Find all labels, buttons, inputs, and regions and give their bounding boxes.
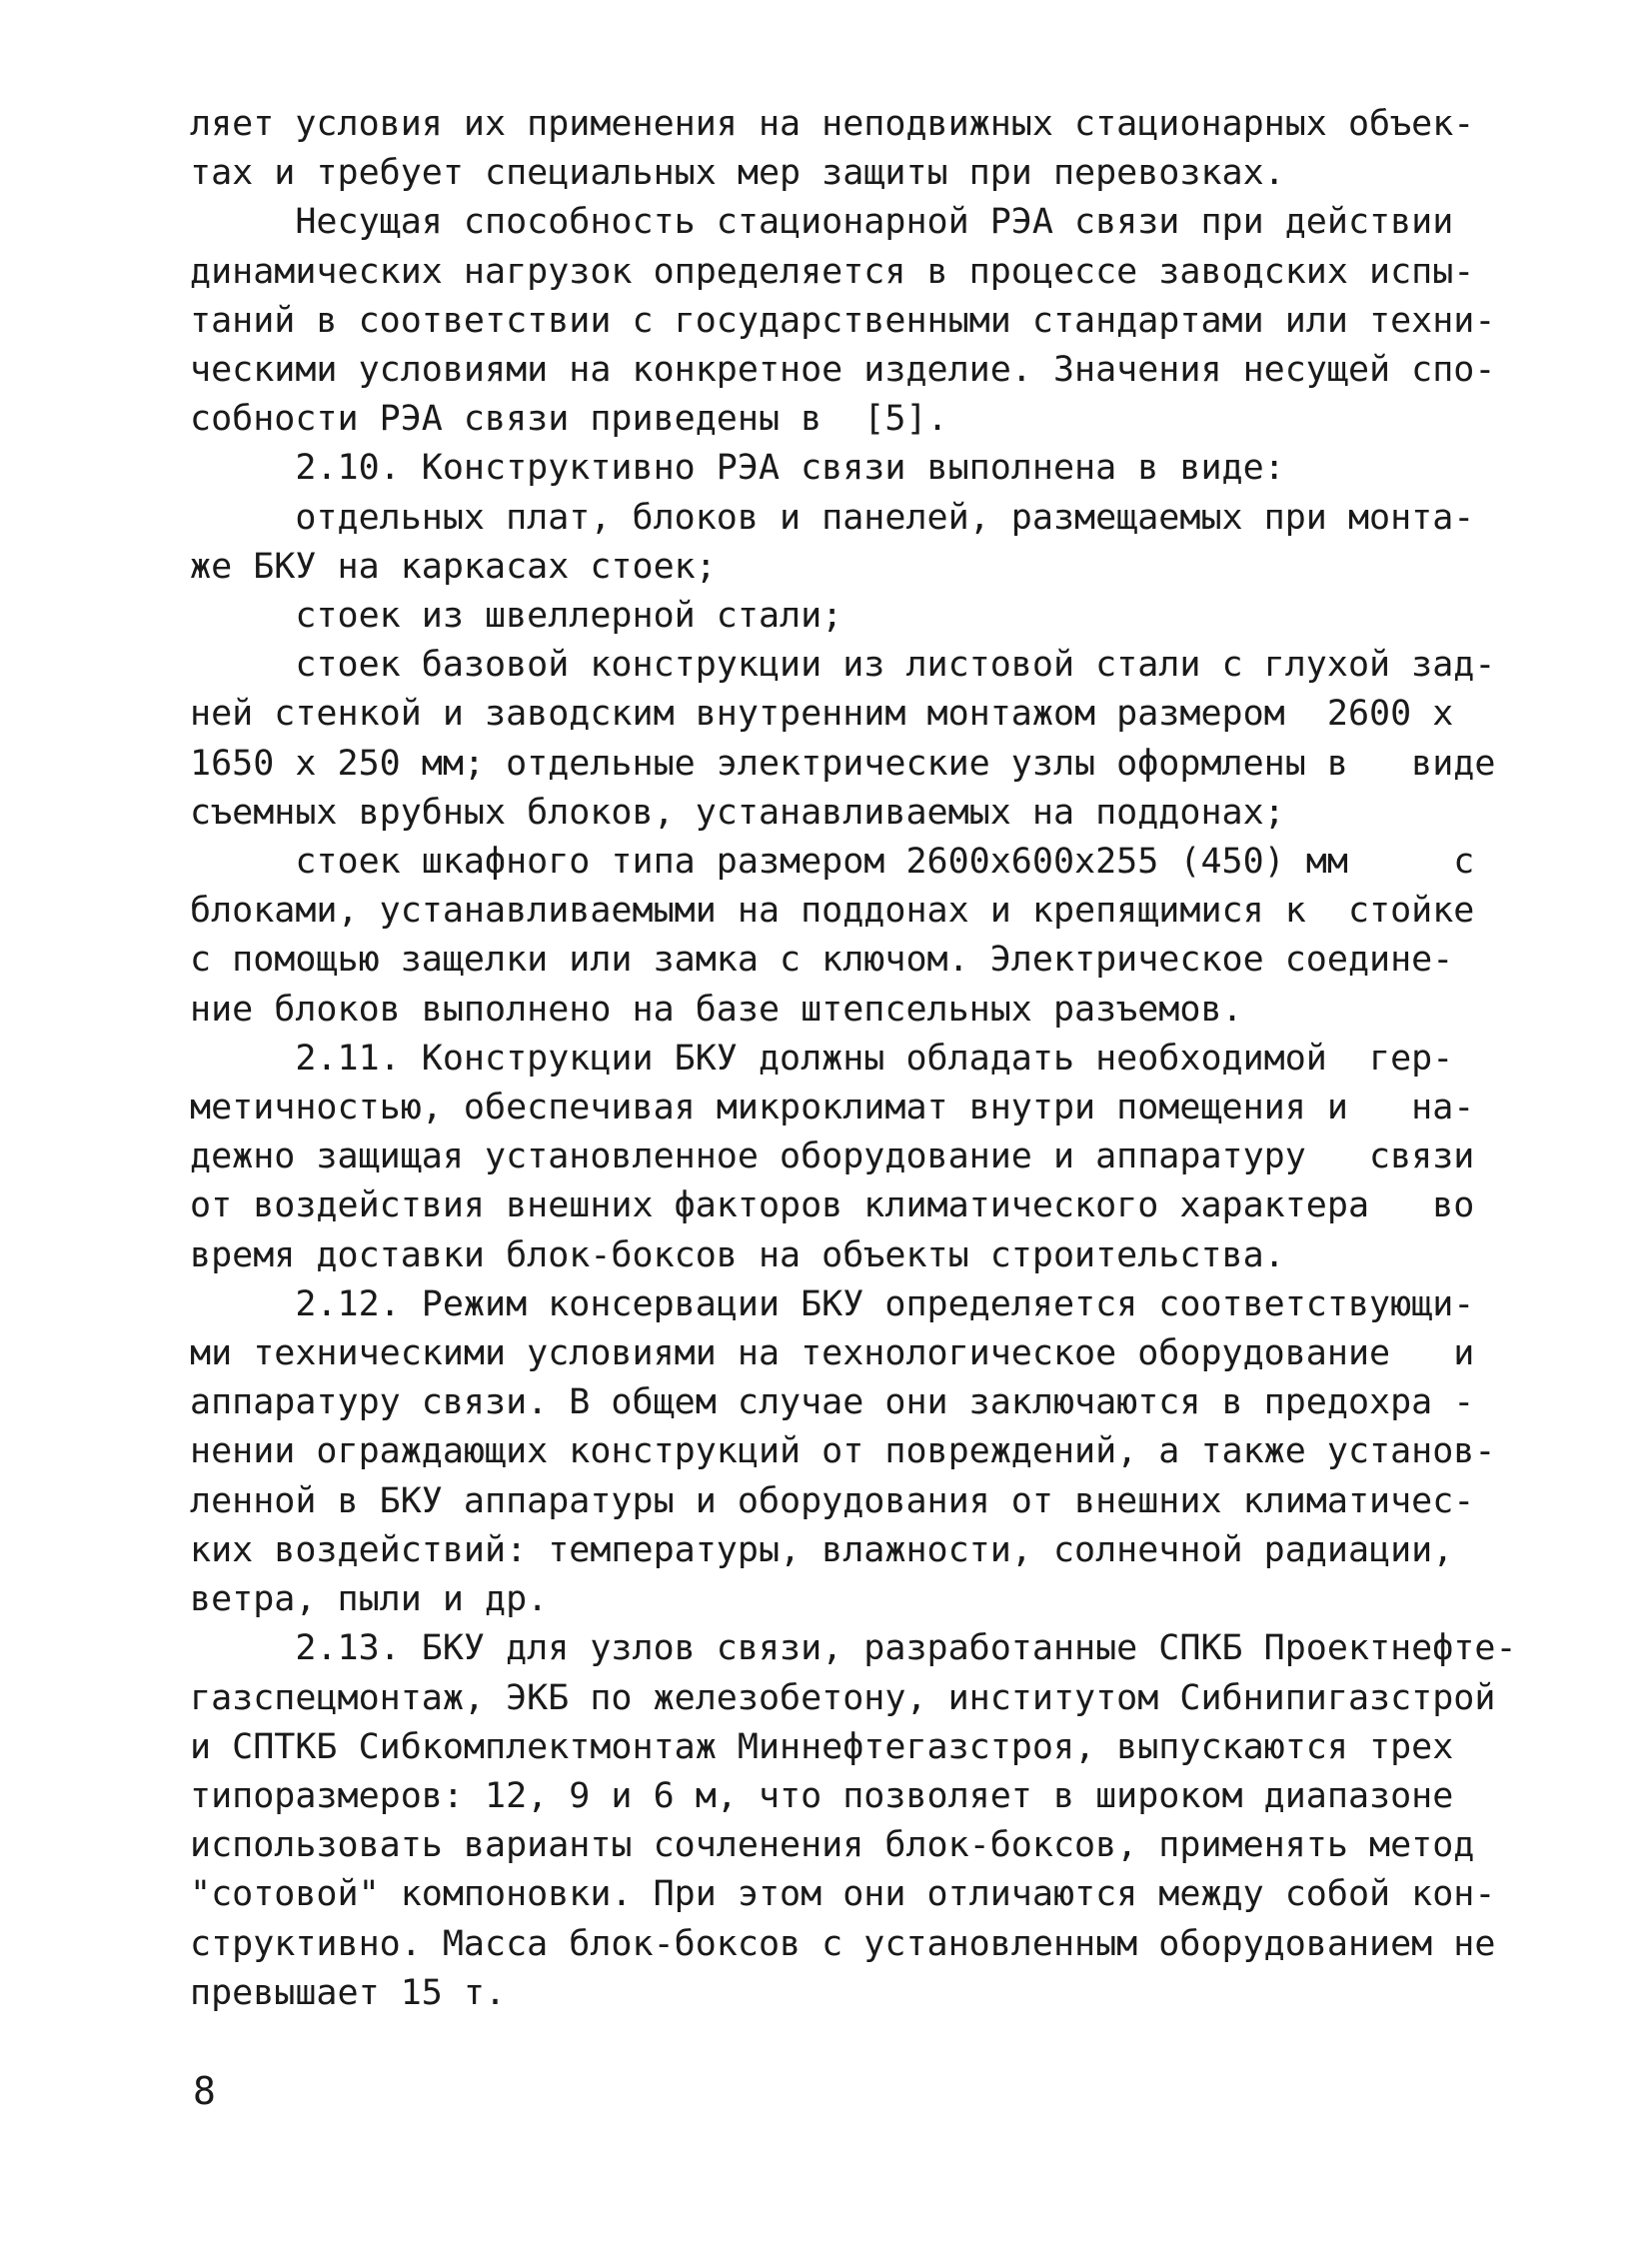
text-line: блоками, устанавливаемыми на поддонах и крепящимися к стойке — [190, 891, 1475, 932]
text-line: ние блоков выполнено на базе штепсельных разъемов. — [190, 989, 1243, 1030]
text-line: таний в соответствии с государственными стандартами или техни- — [190, 300, 1496, 341]
text-line: структивно. Масса блок-боксов с установленным оборудованием не — [190, 1923, 1496, 1964]
text-line: стоек шкафного типа размером 2600х600х255 (450) мм с — [190, 842, 1475, 883]
text-line: 1650 х 250 мм; отдельные электрические узлы оформлены в виде — [190, 743, 1496, 784]
text-line: 2.11. Конструкции БКУ должны обладать необходимой гер- — [190, 1038, 1454, 1079]
text-line: съемных врубных блоков, устанавливаемых на поддонах; — [190, 792, 1285, 833]
text-line: метичностью, обеспечивая микроклимат внутри помещения и на- — [190, 1088, 1475, 1128]
text-line: 2.13. БКУ для узлов связи, разработанные СПКБ Проектнефте- — [190, 1628, 1517, 1669]
text-line: нении ограждающих конструкций от повреждений, а также установ- — [190, 1431, 1496, 1472]
text-line: отдельных плат, блоков и панелей, размещаемых при монта- — [190, 497, 1475, 538]
text-line: ких воздействий: температуры, влажности, солнечной радиации, — [190, 1529, 1454, 1570]
text-line: ленной в БКУ аппаратуры и оборудования от внешних климатичес- — [190, 1480, 1475, 1521]
text-line: же БКУ на каркасах стоек; — [190, 546, 717, 587]
text-line: использовать варианты сочленения блок-боксов, применять метод — [190, 1825, 1475, 1866]
text-line: динамических нагрузок определяется в процессе заводских испы- — [190, 251, 1475, 292]
text-line: от воздействия внешних факторов климатического характера во — [190, 1185, 1475, 1226]
page-number: 8 — [193, 2069, 216, 2113]
body-text — [190, 100, 1517, 2018]
text-line: 2.12. Режим консервации БКУ определяется соответствующи- — [190, 1283, 1475, 1324]
text-line: время доставки блок-боксов на объекты строительства. — [190, 1234, 1285, 1275]
text-line: и СПТКБ Сибкомплектмонтаж Миннефтегазстроя, выпускаются трех — [190, 1726, 1454, 1767]
text-line: с помощью защелки или замка с ключом. Электрическое соедине- — [190, 940, 1454, 981]
text-line: ческими условиями на конкретное изделие. Значения несущей спо- — [190, 350, 1496, 391]
text-line: ми техническими условиями на технологическое оборудование и — [190, 1333, 1475, 1374]
text-line: стоек базовой конструкции из листовой стали с глухой зад- — [190, 645, 1496, 686]
text-line: "сотовой" компоновки. При этом они отличаются между собой кон- — [190, 1874, 1496, 1915]
text-line: дежно защищая установленное оборудование и аппаратуру связи — [190, 1136, 1475, 1177]
text-line: тах и требует специальных мер защиты при перевозках. — [190, 153, 1285, 194]
text-line: Несущая способность стационарной РЭА связи при действии — [190, 202, 1454, 243]
text-line: 2.10. Конструктивно РЭА связи выполнена в виде: — [190, 448, 1285, 489]
text-line: аппаратуру связи. В общем случае они заключаются в предохра - — [190, 1382, 1475, 1423]
text-line: собности РЭА связи приведены в [5]. — [190, 399, 948, 440]
text-line: превышает 15 т. — [190, 1972, 507, 2013]
text-line: ней стенкой и заводским внутренним монтажом размером 2600 х — [190, 694, 1454, 735]
text-line: стоек из швеллерной стали; — [190, 596, 843, 637]
text-line: газспецмонтаж, ЭКБ по железобетону, институтом Сибнипигазстрой — [190, 1677, 1496, 1718]
text-line: ляет условия их применения на неподвижных стационарных объек- — [190, 104, 1475, 144]
text-line: типоразмеров: 12, 9 и 6 м, что позволяет в широком диапазоне — [190, 1775, 1454, 1816]
text-line: ветра, пыли и др. — [190, 1579, 549, 1620]
